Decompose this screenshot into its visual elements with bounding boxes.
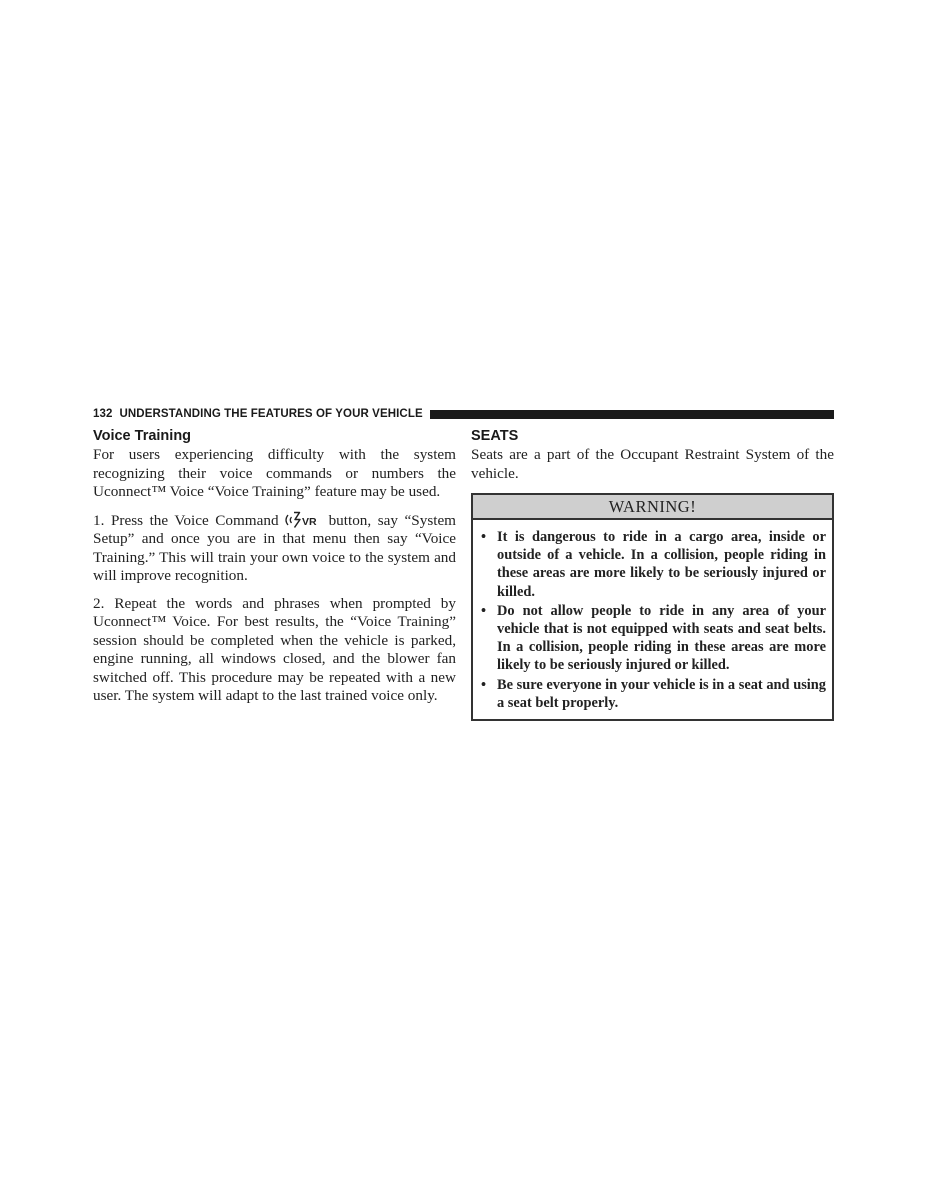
left-column [93, 426, 456, 706]
step-1-text-before-icon: 1. Press the Voice Command [93, 511, 279, 529]
svg-text:VR: VR [301, 515, 317, 528]
warning-item [481, 602, 826, 675]
bullet-icon: • [481, 676, 487, 693]
seats-heading: SEATS [471, 428, 519, 444]
warning-list [473, 520, 832, 719]
voice-training-step-2: 2. Repeat the words and phrases when prompted by Uconnect™ Voice. For best results, the “Voice Training” session should be completed when the vehicle is parked, engine running, all windows closed, and the blower fan switched off. This procedure may be repeated with a new user. The system will adapt to the last trained voice only. [93, 594, 456, 704]
warning-item [481, 676, 826, 712]
voice-command-vr-icon [283, 511, 323, 529]
step-1-text-after-icon: button, say “System Setup” and once you are in that menu then say “Voice Training.” This will train your own voice to the system and will improve recognition. [93, 511, 456, 584]
warning-box [471, 493, 834, 721]
warning-item-text: Be sure everyone in your vehicle is in a seat and using a seat belt properly. [497, 676, 826, 711]
page-number: 132 [93, 408, 113, 420]
voice-training-step-1 [93, 511, 456, 586]
section-title: UNDERSTANDING THE FEATURES OF YOUR VEHICLE [119, 408, 423, 420]
header-rule [430, 410, 834, 419]
page-header [93, 405, 834, 423]
voice-training-intro: For users experiencing difficulty with the system recognizing their voice commands or numbers the Uconnect™ Voice “Voice Training” feature may be used. [93, 446, 456, 500]
warning-item [481, 528, 826, 601]
seats-intro: Seats are a part of the Occupant Restraint System of the vehicle. [471, 446, 834, 482]
bullet-icon: • [481, 602, 487, 619]
bullet-icon: • [481, 529, 487, 545]
voice-training-heading: Voice Training [93, 428, 192, 444]
right-column [471, 426, 834, 721]
warning-item-text: It is dangerous to ride in a cargo area, inside or outside of a vehicle. In a collision, people riding in these areas are more likely to be seriously injured or killed. [497, 529, 826, 600]
warning-title: WARNING! [473, 495, 832, 520]
warning-item-text: Do not allow people to ride in any area of your vehicle that is not equipped with seats and seat belts. In a collision, people riding in these areas are more likely to be seriously injured or killed. [497, 602, 826, 674]
